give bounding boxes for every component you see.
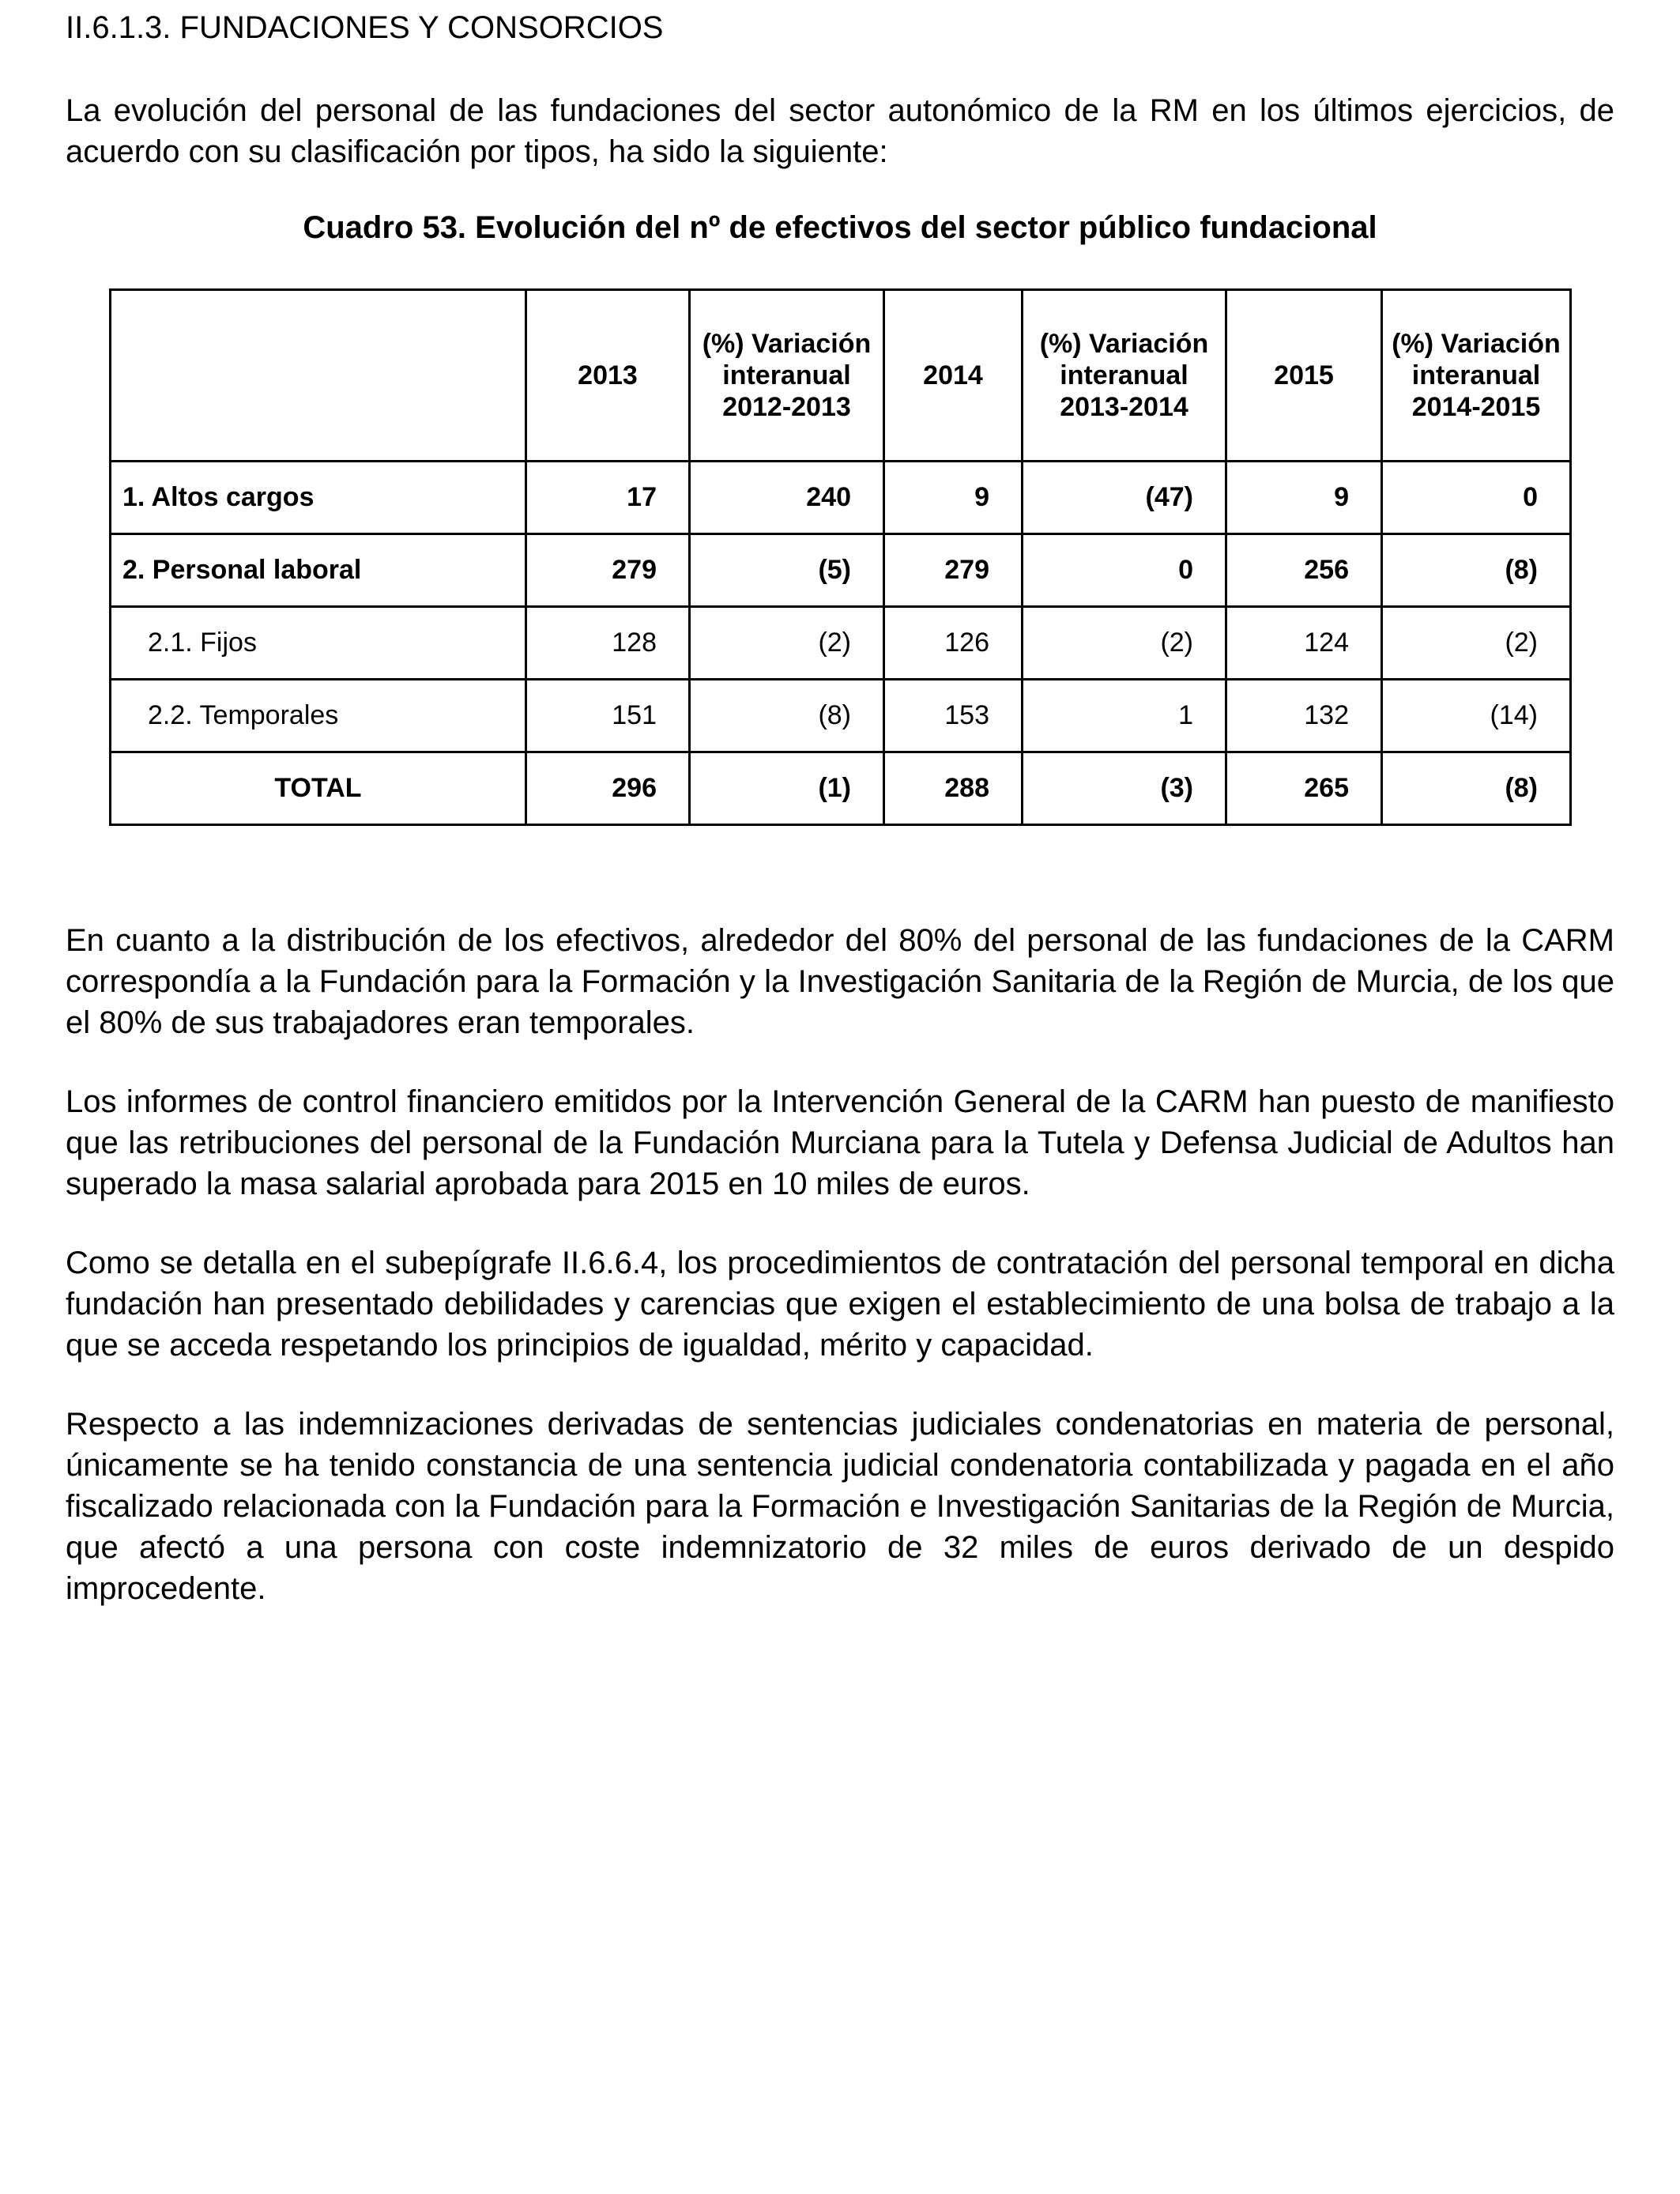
cell-var-2012-2013: (8) bbox=[690, 680, 884, 752]
cell-2014: 288 bbox=[884, 752, 1023, 825]
staff-evolution-table bbox=[109, 288, 1572, 826]
cell-2015: 265 bbox=[1226, 752, 1382, 825]
cell-2015: 9 bbox=[1226, 462, 1382, 534]
cell-var-2012-2013: (1) bbox=[690, 752, 884, 825]
header-cell-2015: 2015 bbox=[1226, 290, 1382, 462]
row-label-total: TOTAL bbox=[111, 752, 526, 825]
cell-var-2014-2015: (2) bbox=[1382, 607, 1571, 680]
table-row bbox=[111, 462, 1571, 534]
cell-2013: 151 bbox=[526, 680, 690, 752]
cell-2015: 132 bbox=[1226, 680, 1382, 752]
cell-var-2012-2013: (2) bbox=[690, 607, 884, 680]
cell-2013: 279 bbox=[526, 534, 690, 607]
row-label: 2. Personal laboral bbox=[111, 534, 526, 607]
cell-2013: 296 bbox=[526, 752, 690, 825]
cell-2014: 9 bbox=[884, 462, 1023, 534]
cell-2013: 128 bbox=[526, 607, 690, 680]
intro-paragraph: La evolución del personal de las fundaciones del sector autonómico de la RM en los últimos ejercicios, de acuerdo con su clasificación por tipos, ha sido la siguiente: bbox=[66, 93, 1614, 169]
table-row bbox=[111, 534, 1571, 607]
cell-var-2013-2014: (3) bbox=[1023, 752, 1226, 825]
cell-2013: 17 bbox=[526, 462, 690, 534]
body-paragraph: Respecto a las indemnizaciones derivadas de sentencias judiciales condenatorias en materia de personal, únicamente se ha tenido constancia de una sentencia judicial condenatoria contabilizada y pagada en el año fiscalizado relacionada con la Fundación para la Formación e Investigación Sanitarias de la Región de Murcia, que afectó a una persona con coste indemnizatorio de 32 miles de euros derivado de un despido improcedente. bbox=[66, 1407, 1614, 1606]
header-cell-var-2012-2013: (%) Variación interanual 2012-2013 bbox=[690, 290, 884, 462]
cell-var-2012-2013: 240 bbox=[690, 462, 884, 534]
header-cell-2013: 2013 bbox=[526, 290, 690, 462]
cell-var-2013-2014: (47) bbox=[1023, 462, 1226, 534]
cell-var-2012-2013: (5) bbox=[690, 534, 884, 607]
cell-2015: 256 bbox=[1226, 534, 1382, 607]
table-row bbox=[111, 607, 1571, 680]
cell-2014: 279 bbox=[884, 534, 1023, 607]
cell-2014: 126 bbox=[884, 607, 1023, 680]
cell-var-2014-2015: (8) bbox=[1382, 534, 1571, 607]
cell-var-2014-2015: 0 bbox=[1382, 462, 1571, 534]
row-label: 1. Altos cargos bbox=[111, 462, 526, 534]
table-header-row bbox=[111, 290, 1571, 462]
table-row bbox=[111, 680, 1571, 752]
table-caption: Cuadro 53. Evolución del nº de efectivos del sector público fundacional bbox=[303, 210, 1377, 245]
header-cell-var-2014-2015: (%) Variación interanual 2014-2015 bbox=[1382, 290, 1571, 462]
header-cell-empty bbox=[111, 290, 526, 462]
cell-var-2013-2014: 1 bbox=[1023, 680, 1226, 752]
table-total-row bbox=[111, 752, 1571, 825]
cell-var-2014-2015: (8) bbox=[1382, 752, 1571, 825]
section-heading: II.6.1.3. FUNDACIONES Y CONSORCIOS bbox=[66, 10, 664, 45]
cell-var-2014-2015: (14) bbox=[1382, 680, 1571, 752]
row-label: 2.1. Fijos bbox=[111, 607, 526, 680]
cell-var-2013-2014: (2) bbox=[1023, 607, 1226, 680]
cell-2015: 124 bbox=[1226, 607, 1382, 680]
cell-2014: 153 bbox=[884, 680, 1023, 752]
body-paragraph: Como se detalla en el subepígrafe II.6.6.4, los procedimientos de contratación del personal temporal en dicha fundación han presentado debilidades y carencias que exigen el establecimiento de una bolsa de trabajo a la que se acceda respetando los principios de igualdad, mérito y capacidad. bbox=[66, 1246, 1614, 1363]
row-label: 2.2. Temporales bbox=[111, 680, 526, 752]
cell-var-2013-2014: 0 bbox=[1023, 534, 1226, 607]
body-paragraph: En cuanto a la distribución de los efectivos, alrededor del 80% del personal de las fundaciones de la CARM correspondía a la Fundación para la Formación y la Investigación Sanitaria de la Región de Murcia, de los que el 80% de sus trabajadores eran temporales. bbox=[66, 923, 1614, 1040]
header-cell-var-2013-2014: (%) Variación interanual 2013-2014 bbox=[1023, 290, 1226, 462]
header-cell-2014: 2014 bbox=[884, 290, 1023, 462]
body-paragraph: Los informes de control financiero emitidos por la Intervención General de la CARM han puesto de manifiesto que las retribuciones del personal de la Fundación Murciana para la Tutela y Defensa Judicial de Adultos han superado la masa salarial aprobada para 2015 en 10 miles de euros. bbox=[66, 1084, 1614, 1201]
